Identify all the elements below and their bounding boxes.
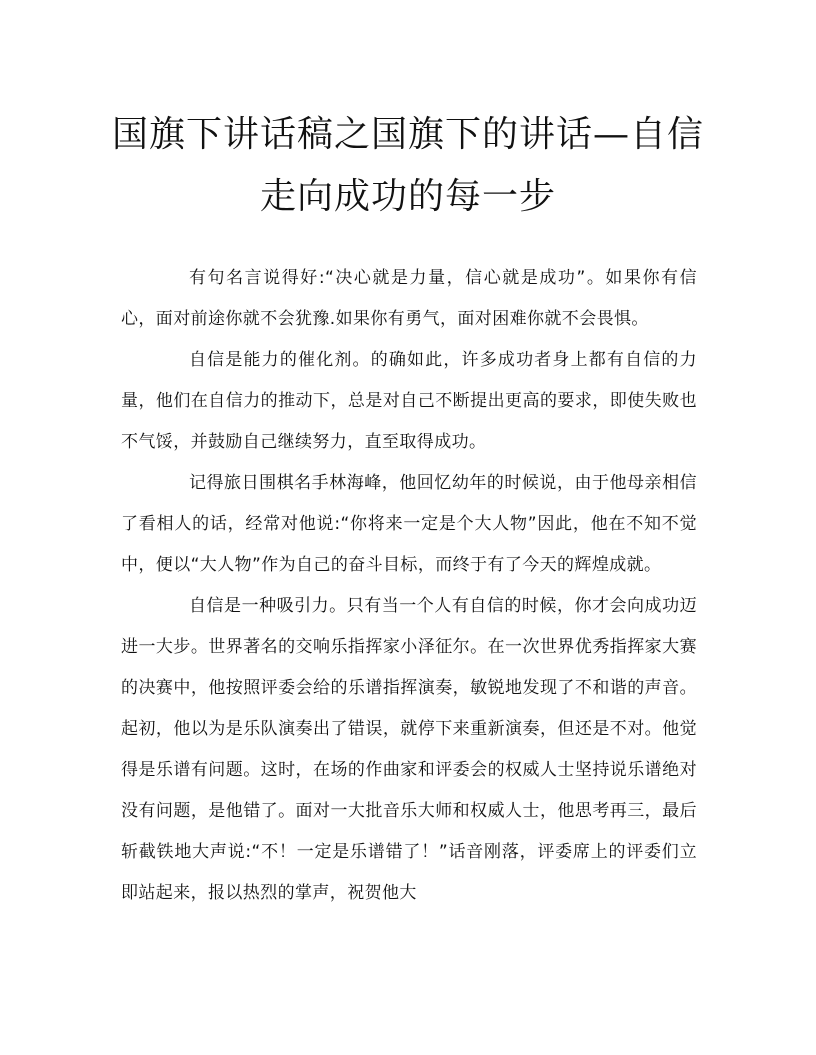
title-line-1: 国旗下讲话稿之国旗下的讲话—自信: [111, 114, 704, 155]
paragraph-1: 有句名言说得好:“决心就是力量，信心就是成功”。如果你有信心，面对前途你就不会犹豫.如果你有勇气，面对困难你就不会畏惧。: [121, 268, 697, 329]
paragraph-2: 自信是能力的催化剂。的确如此，许多成功者身上都有自信的力量，他们在自信力的推动下，总是对自己不断提出更高的要求，即使失败也不气馁，并鼓励自己继续努力，直至取得成功。: [121, 350, 697, 452]
paragraph-4: 自信是一种吸引力。只有当一个人有自信的时候，你才会向成功迈进一大步。世界著名的交响乐指挥家小泽征尔。在一次世界优秀指挥家大赛的决赛中，他按照评委会给的乐谱指挥演奏，敏锐地发现了不和谐的声音。起初，他以为是乐队演奏出了错误，就停下来重新演奏，但还是不对。他觉得是乐谱有问题。这时，在场的作曲家和评委会的权威人士坚持说乐谱绝对没有问题，是他错了。面对一大批音乐大师和权威人士，他思考再三，最后斩截铁地大声说:“不！一定是乐谱错了！”话音刚落，评委席上的评委们立即站起来，报以热烈的掌声，祝贺他大: [121, 596, 697, 903]
document-title: [100, 104, 716, 228]
title-line-2: 走向成功的每一步: [259, 176, 556, 217]
document-body: [121, 258, 697, 914]
paragraph-3: 记得旅日围棋名手林海峰，他回忆幼年的时候说，由于他母亲相信了看相人的话，经常对他说:“你将来一定是个大人物”因此，他在不知不觉中，便以“大人物”作为自己的奋斗目标，而终于有了今天的辉煌成就。: [121, 473, 697, 575]
